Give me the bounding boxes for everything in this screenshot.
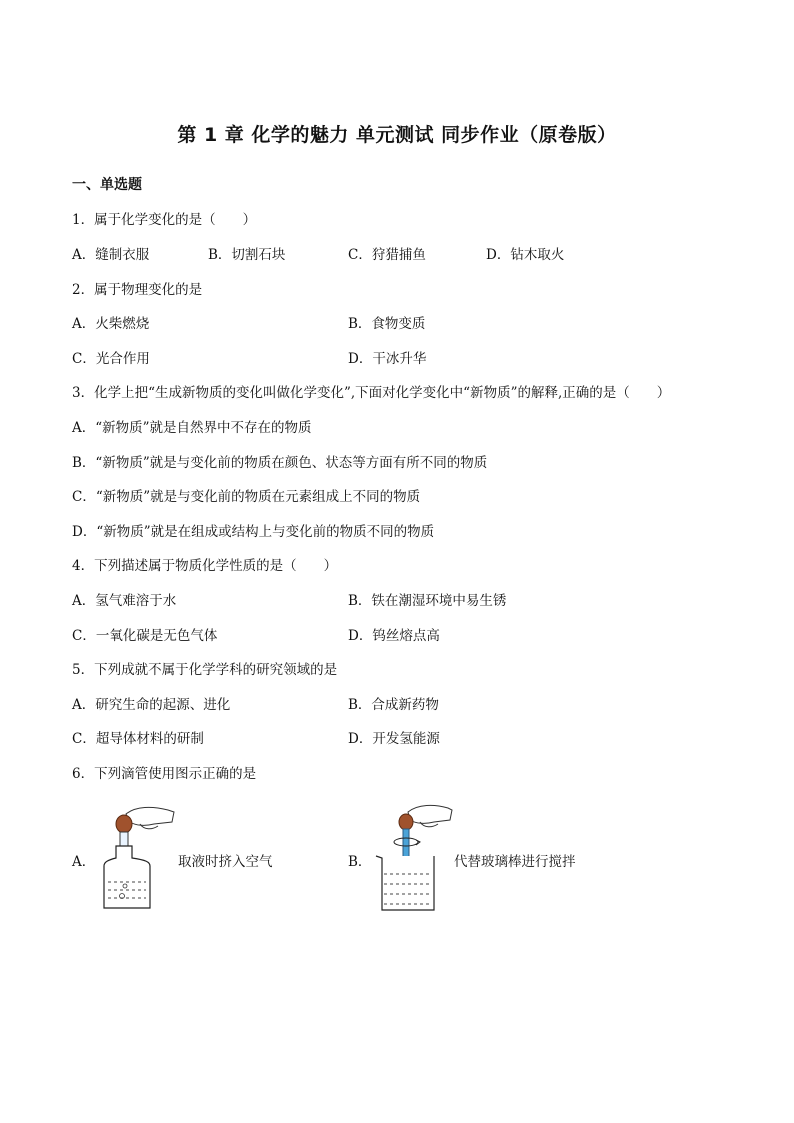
question-5-option-d[interactable]: D．开发氢能源: [348, 731, 440, 747]
question-1-option-a[interactable]: A．缝制衣服: [72, 247, 150, 263]
question-1-option-b[interactable]: B．切割石块: [208, 247, 286, 263]
question-5-stem: 5．下列成就不属于化学学科的研究领域的是: [72, 662, 338, 678]
dropper-beaker-figure: [372, 800, 454, 914]
question-6-option-a-label[interactable]: A．: [72, 854, 96, 870]
question-2-option-b[interactable]: B．食物变质: [348, 316, 426, 332]
question-5-option-a[interactable]: A．研究生命的起源、进化: [72, 697, 231, 713]
question-5-option-b[interactable]: B．合成新药物: [348, 697, 439, 713]
question-3-option-b[interactable]: B．“新物质”就是与变化前的物质在颜色、状态等方面有所不同的物质: [72, 455, 488, 471]
question-4-option-d[interactable]: D．钨丝熔点高: [348, 628, 440, 644]
question-5-option-c[interactable]: C．超导体材料的研制: [72, 731, 204, 747]
question-4-option-c[interactable]: C．一氧化碳是无色气体: [72, 628, 218, 644]
question-6-option-a-caption: 取液时挤入空气: [178, 854, 273, 870]
question-6-stem: 6．下列滴管使用图示正确的是: [72, 766, 257, 782]
question-1-stem: 1．属于化学变化的是（ ）: [72, 212, 257, 228]
question-3-option-a[interactable]: A．“新物质”就是自然界中不存在的物质: [72, 420, 312, 436]
question-3-option-c[interactable]: C．“新物质”就是与变化前的物质在元素组成上不同的物质: [72, 489, 421, 505]
section-heading: 一、单选题: [72, 177, 142, 193]
question-2-option-a[interactable]: A．火柴燃烧: [72, 316, 150, 332]
question-4-stem: 4．下列描述属于物质化学性质的是（ ）: [72, 558, 338, 574]
question-2-option-d[interactable]: D．干冰升华: [348, 351, 427, 367]
question-1-option-d[interactable]: D．钻木取火: [486, 247, 565, 263]
page-title: 第 1 章 化学的魅力 单元测试 同步作业（原卷版）: [177, 124, 617, 146]
question-4-option-a[interactable]: A．氢气难溶于水: [72, 593, 177, 609]
question-3-option-d[interactable]: D．“新物质”就是在组成或结构上与变化前的物质不同的物质: [72, 524, 435, 540]
question-4-option-b[interactable]: B．铁在潮湿环境中易生锈: [348, 593, 507, 609]
question-2-option-c[interactable]: C．光合作用: [72, 351, 150, 367]
question-2-stem: 2．属于物理变化的是: [72, 282, 203, 298]
dropper-bottle-figure: [96, 800, 178, 912]
question-1-option-c[interactable]: C．狩猎捕鱼: [348, 247, 426, 263]
question-3-stem: 3．化学上把“生成新物质的变化叫做化学变化”,下面对化学变化中“新物质”的解释,正确的是（ ）: [72, 385, 671, 401]
question-6-option-b-caption: 代替玻璃棒进行搅拌: [454, 854, 576, 870]
question-6-option-b-label[interactable]: B．: [348, 854, 372, 870]
